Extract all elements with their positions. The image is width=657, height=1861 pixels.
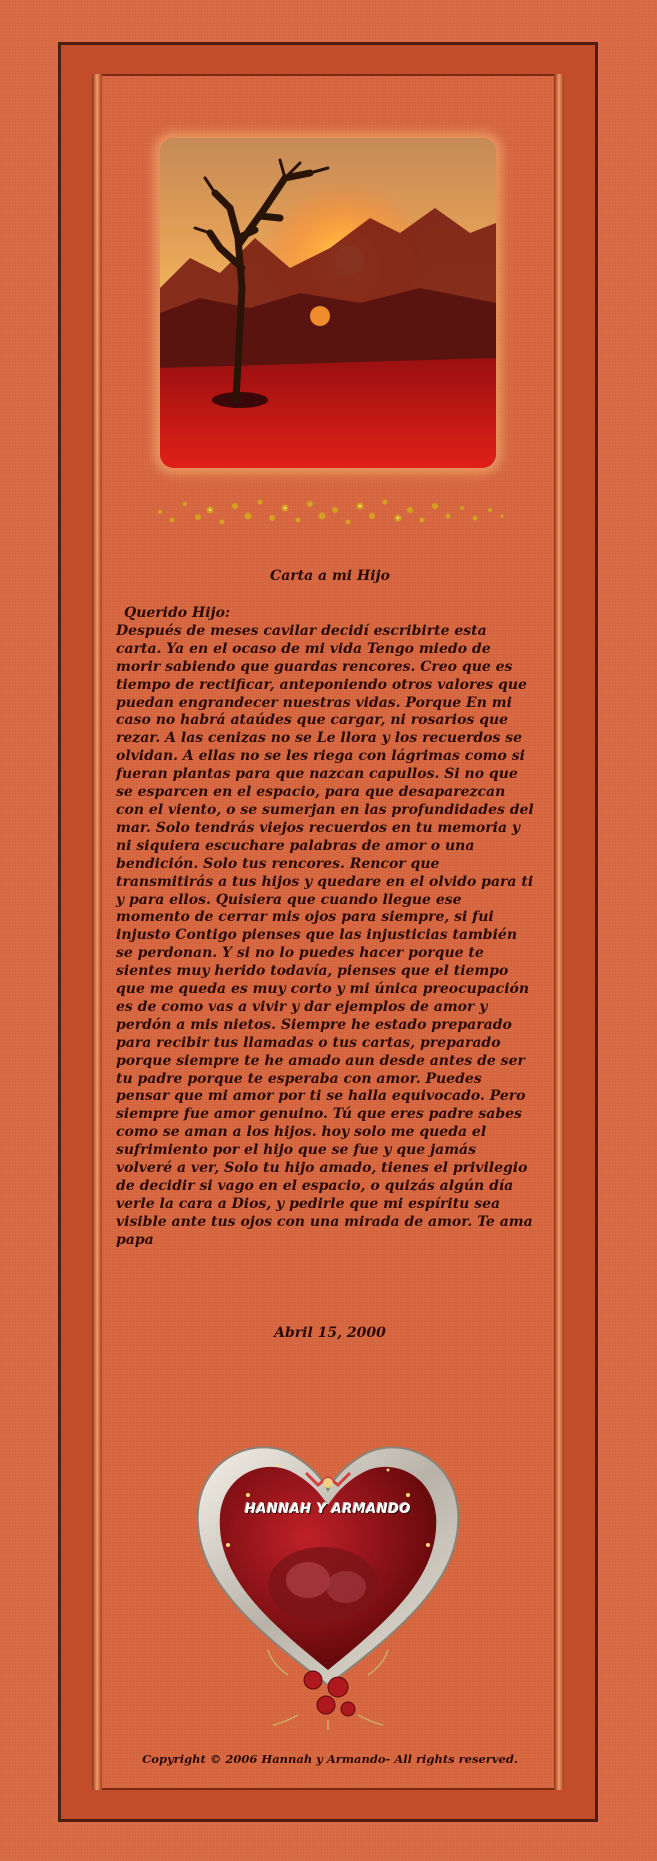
sunset-tree-image [160, 138, 496, 468]
heart-graphic [188, 1425, 468, 1730]
gold-sparkle-decoration [150, 482, 510, 540]
right-rail [554, 74, 564, 1790]
letter-greeting: Querido Hijo: [124, 605, 231, 621]
copyright-notice: Copyright © 2006 Hannah y Armando- All rights reserved. [142, 1752, 518, 1766]
heart-names-label: HANNAH Y ARMANDO [245, 1502, 411, 1517]
letter-text [116, 605, 536, 1250]
letter-title: Carta a mi Hijo [270, 568, 390, 584]
letter-body: Después de meses cavilar decidí escribirte esta carta. Ya en el ocaso de mi vida Tengo miedo de morir sabiendo que guardas rencores. Creo que es tiempo de rectificar, anteponiendo otros valores que puedan engrandecer nuestras vidas. Porque En mi caso no habrá ataúdes que cargar, ni rosarios que rezar. A las cenizas no se Le llora y los recuerdos se olvidan. A ellas no se les riega con lágrimas como si fueran plantas para que nazcan capullos. Si no que se esparcen en el espacio, para que desaparezcan con el viento, o se sumerjan en las profundidades del mar. Solo tendrás viejos recuerdos en tu memoria y ni siquiera escuchare palabras de amor o una bendición. Solo tus rencores. Rencor que transmitirás a tus hijos y quedare en el olvido para ti y para ellos. Quisiera que cuando llegue ese momento de cerrar mis ojos para siempre, si fui injusto Contigo pienses que las injusticias también se perdonan. Y si no lo puedes hacer porque te sientes muy herido todavía, pienses que el tiempo que me queda es muy corto y mi única preocupación es de como vas a vivir y dar ejemplos de amor y perdón a mis nietos. Siempre he estado preparado para recibir tus llamadas o tus cartas, preparado porque siempre te he amado aun desde antes de ser tu padre porque te esperaba con amor. Puedes pensar que mi amor por ti se halla equivocado. Pero siempre fue amor genuino. Tú que eres padre sabes como se aman a los hijos. hoy solo me queda el sufrimiento por el hijo que se fue y que jamás volveré a ver, Solo tu hijo amado, tienes el privilegio de decidir si vago en el espacio, o quizás algún día verle la cara a Dios, y pedirle que mi espíritu sea visible ante tus ojos con una mirada de amor. Te ama papa [116, 622, 534, 1248]
letter-date: Abril 15, 2000 [274, 1325, 386, 1341]
left-rail [92, 74, 102, 1790]
